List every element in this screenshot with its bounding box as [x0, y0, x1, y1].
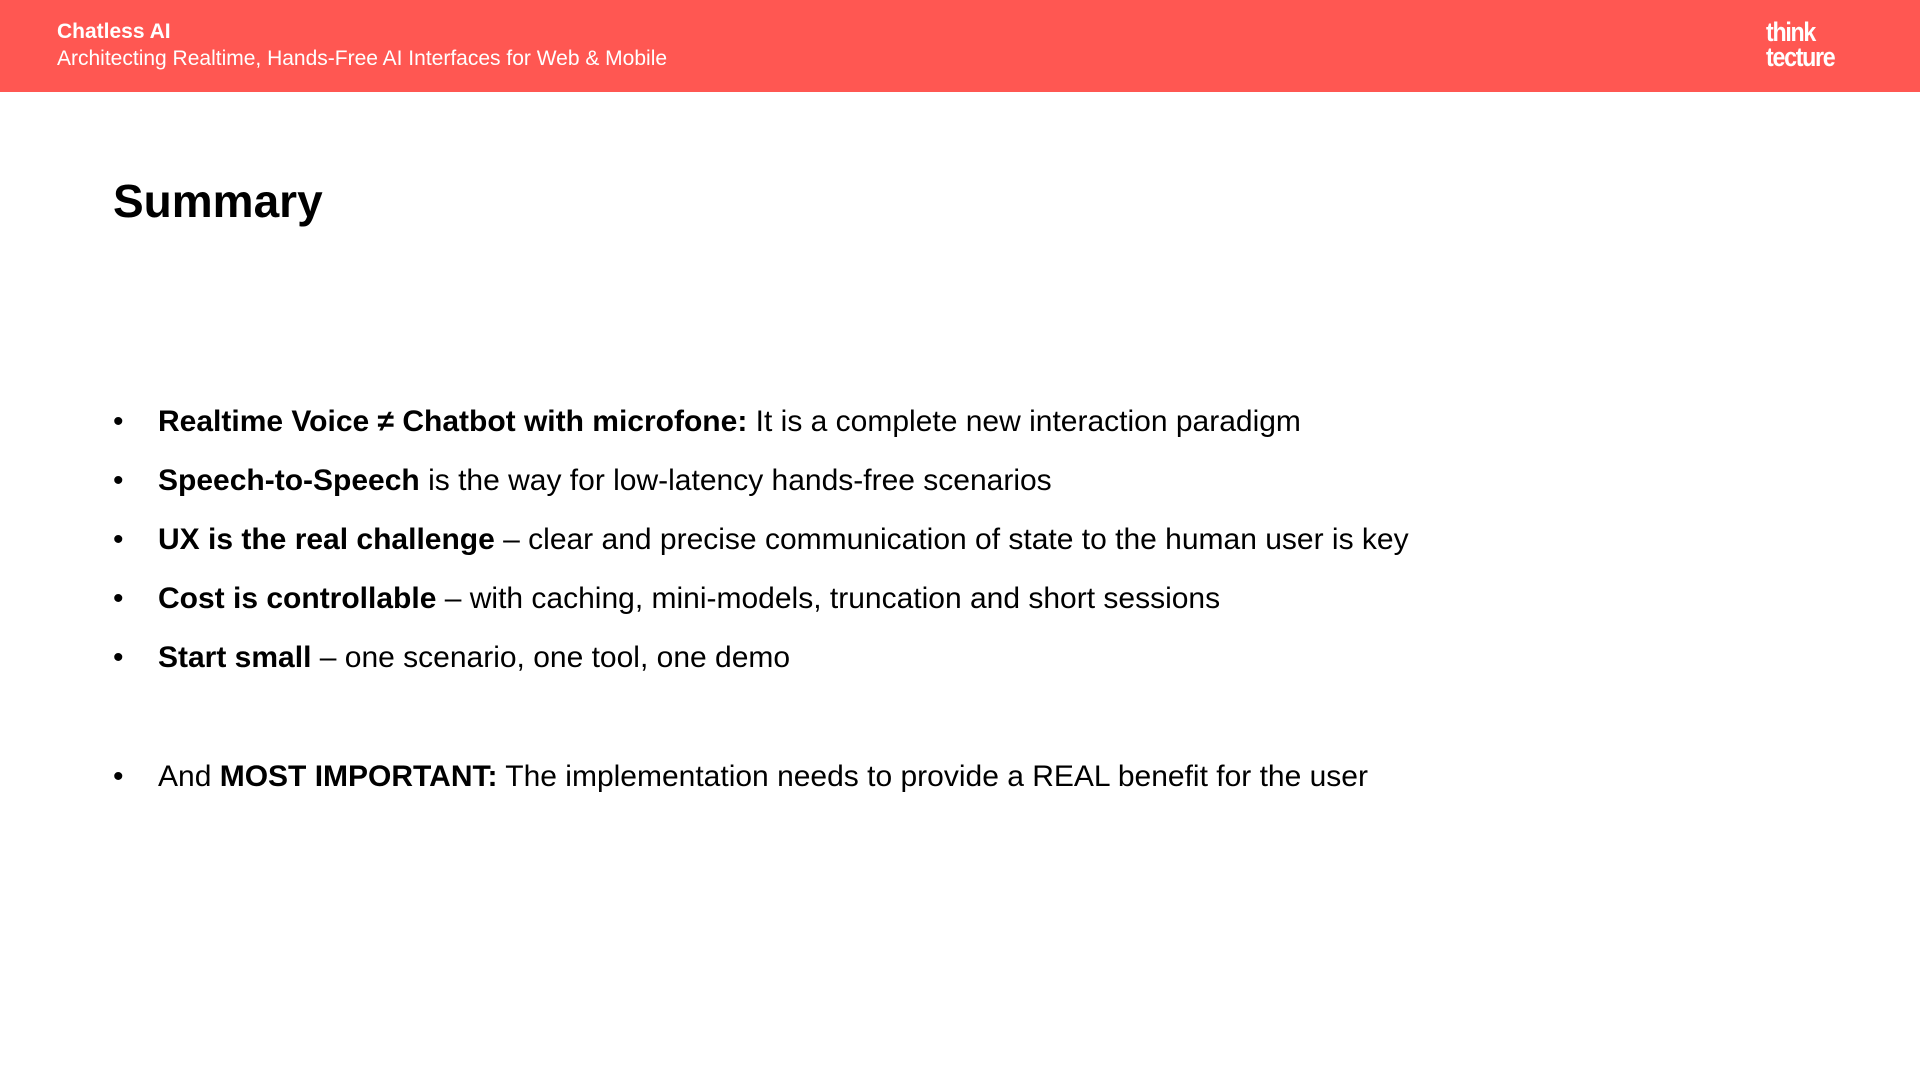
bullet-prefix: And: [158, 760, 220, 793]
bullet-dot-icon: •: [113, 760, 124, 793]
bullet-item-speech-to-speech: [113, 457, 1813, 516]
bullet-text: It is a complete new interaction paradigm: [747, 405, 1301, 438]
bullet-text: – one scenario, one tool, one demo: [311, 641, 791, 674]
bullet-dot-icon: •: [113, 641, 124, 674]
summary-bullet-list: [113, 398, 1813, 812]
bullet-item-ux-challenge: [113, 516, 1813, 575]
thinktecture-logo: [1766, 17, 1835, 72]
bullet-bold-text: Cost is controllable: [158, 582, 437, 615]
bullet-dot-icon: •: [113, 464, 124, 497]
bullet-bold-text: MOST IMPORTANT:: [219, 760, 498, 793]
bullet-item-start-small: [113, 634, 1813, 693]
slide-header-bar: [0, 0, 1920, 92]
bullet-text: – with caching, mini-models, truncation and short sessions: [436, 582, 1221, 615]
slide-title: Summary: [113, 175, 323, 227]
bullet-text: – clear and precise communication of state to the human user is key: [494, 523, 1409, 556]
bullet-item-cost: [113, 575, 1813, 634]
bullet-dot-icon: •: [113, 405, 124, 438]
bullet-bold-text: Speech-to-Speech: [158, 464, 420, 497]
bullet-bold-text: Start small: [158, 641, 312, 674]
bullet-bold-text: UX is the real challenge: [158, 523, 495, 556]
bullet-text: The implementation needs to provide a REAL benefit for the user: [497, 760, 1368, 793]
bullet-dot-icon: •: [113, 582, 124, 615]
bullet-item-most-important: [113, 753, 1813, 812]
header-title: Chatless AI: [57, 20, 171, 43]
header-subtitle: Architecting Realtime, Hands-Free AI Interfaces for Web & Mobile: [57, 47, 668, 70]
logo-line-think: think: [1766, 17, 1816, 47]
bullet-bold-text: Realtime Voice ≠ Chatbot with microfone:: [158, 405, 748, 438]
bullet-item-realtime-voice: [113, 398, 1813, 457]
bullet-text: is the way for low-latency hands-free scenarios: [419, 464, 1052, 497]
logo-line-tecture: tecture: [1766, 42, 1835, 72]
bullet-dot-icon: •: [113, 523, 124, 556]
